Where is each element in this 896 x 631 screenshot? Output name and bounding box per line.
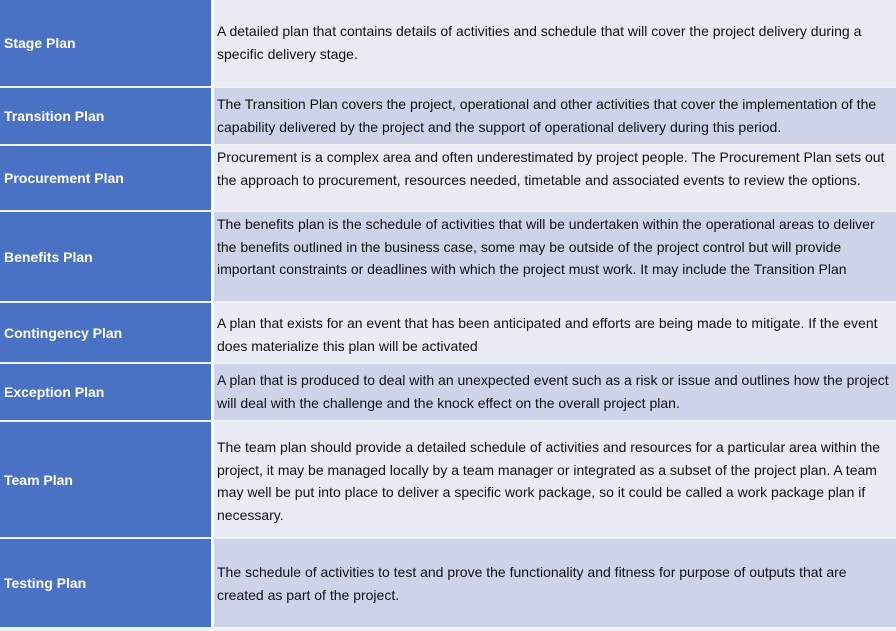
table-row	[0, 539, 896, 627]
table-row	[0, 0, 896, 86]
row-description: The schedule of activities to test and prove the functionality and fitness for purpose of outputs that are created as part of the project.	[214, 539, 896, 627]
table-row	[0, 146, 896, 210]
row-label: Contingency Plan	[0, 303, 214, 362]
row-description: A plan that is produced to deal with an unexpected event such as a risk or issue and outlines how the project will deal with the challenge and the knock effect on the overall project plan.	[214, 364, 896, 420]
row-label: Stage Plan	[0, 0, 214, 86]
row-label: Transition Plan	[0, 88, 214, 144]
row-description: The team plan should provide a detailed schedule of activities and resources for a particular area within the project, it may be managed locally by a team manager or integrated as a subset of the project plan. A team may well be put into place to deliver a specific work package, so it could be called a work package plan if necessary.	[214, 422, 896, 537]
row-description: Procurement is a complex area and often underestimated by project people. The Procurement Plan sets out the approach to procurement, resources needed, timetable and associated events to review the options.	[214, 146, 896, 210]
row-description: A plan that exists for an event that has been anticipated and efforts are being made to mitigate. If the event does materialize this plan will be activated	[214, 303, 896, 362]
table-row	[0, 303, 896, 362]
row-label: Procurement Plan	[0, 146, 214, 210]
row-label: Benefits Plan	[0, 212, 214, 301]
table-row	[0, 422, 896, 537]
table-row	[0, 88, 896, 144]
row-description: The Transition Plan covers the project, operational and other activities that cover the implementation of the capability delivered by the project and the support of operational delivery during this period.	[214, 88, 896, 144]
row-label: Team Plan	[0, 422, 214, 537]
table-row	[0, 212, 896, 301]
row-label: Testing Plan	[0, 539, 214, 627]
table-row	[0, 364, 896, 420]
row-description: The benefits plan is the schedule of activities that will be undertaken within the operational areas to deliver the benefits outlined in the business case, some may be outside of the project control but will provide important constraints or deadlines with which the project must work. It may include the Transition Plan	[214, 212, 896, 301]
row-description: A detailed plan that contains details of activities and schedule that will cover the project delivery during a specific delivery stage.	[214, 0, 896, 86]
row-label: Exception Plan	[0, 364, 214, 420]
